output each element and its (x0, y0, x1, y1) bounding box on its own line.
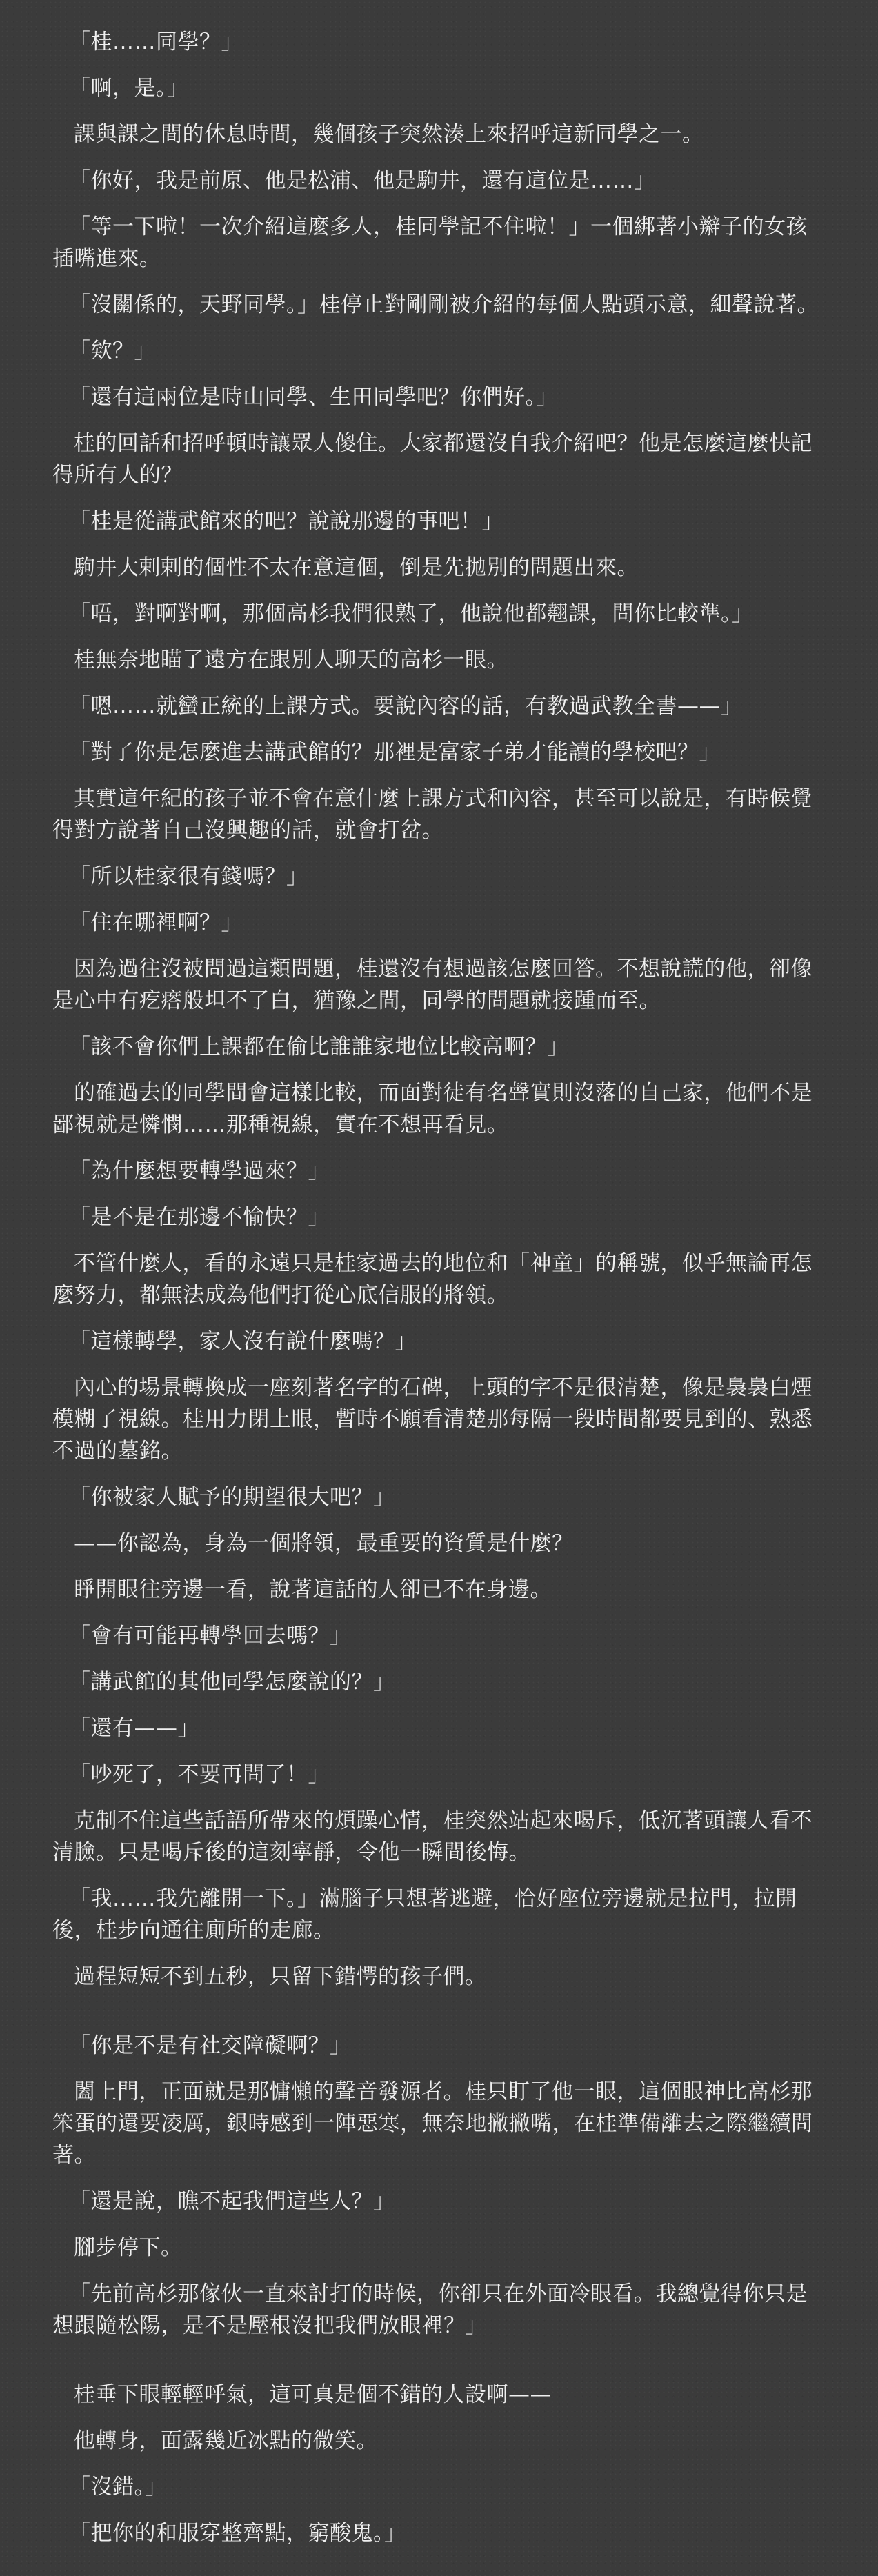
dialogue-paragraph: 「會有可能再轉學回去嗎？」 (69, 1624, 352, 1648)
narration-paragraph: 克制不住這些話語所帶來的煩躁心情，桂突然站起來喝斥，低沉著頭讓人看不清臉。只是喝斥後的這刻寧靜，令他一瞬間後悔。 (52, 1808, 812, 1865)
dialogue-paragraph: 「住在哪裡啊？」 (69, 910, 243, 935)
narration-paragraph: 睜開眼往旁邊一看，說著這話的人卻已不在身邊。 (74, 1577, 552, 1602)
dialogue-paragraph: 「沒關係的，天野同學。」桂停止對剛剛被介紹的每個人點頭示意，細聲說著。 (69, 292, 819, 317)
narration-paragraph: 的確過去的同學間會這樣比較，而面對徒有名聲實則沒落的自己家，他們不是鄙視就是憐憫……那種視線，實在不想再看見。 (52, 1081, 812, 1137)
dialogue-paragraph: 「該不會你們上課都在偷比誰誰家地位比較高啊？」 (69, 1035, 569, 1059)
dialogue-paragraph: 「還有——」 (69, 1716, 199, 1741)
dialogue-paragraph: 「講武館的其他同學怎麼說的？」 (69, 1670, 395, 1695)
dialogue-paragraph: 「為什麼想要轉學過來？」 (69, 1159, 330, 1184)
narration-paragraph: 其實這年紀的孩子並不會在意什麼上課方式和內容，甚至可以說是，有時候覺得對方說著自己沒興趣的話，就會打岔。 (52, 786, 812, 843)
narration-paragraph: ——你認為，身為一個將領，最重要的資質是什麼？ (74, 1531, 574, 1556)
dialogue-paragraph: 「唔，對啊對啊，那個高杉我們很熟了，他說他都翹課，問你比較準。」 (69, 601, 754, 626)
dialogue-paragraph: 「嗯……就蠻正統的上課方式。要說內容的話，有教過武教全書——」 (69, 694, 743, 719)
dialogue-paragraph: 「對了你是怎麼進去講武館的？那裡是富家子弟才能讀的學校吧？」 (69, 740, 721, 765)
dialogue-paragraph: 「還有這兩位是時山同學、生田同學吧？你們好。」 (69, 385, 558, 410)
dialogue-paragraph: 「你是不是有社交障礙啊？」 (69, 2033, 352, 2058)
narration-paragraph: 桂無奈地瞄了遠方在跟別人聊天的高杉一眼。 (74, 648, 508, 672)
narration-paragraph: 課與課之間的休息時間，幾個孩子突然湊上來招呼這新同學之一。 (74, 122, 704, 147)
dialogue-paragraph: 「桂是從講武館來的吧？說說那邊的事吧！」 (69, 509, 503, 534)
dialogue-paragraph: 「還是說，瞧不起我們這些人？」 (69, 2189, 395, 2214)
dialogue-paragraph: 「先前高杉那傢伙一直來討打的時候，你卻只在外面冷眼看。我總覺得你只是想跟隨松陽，是不是壓根沒把我們放眼裡？」 (52, 2282, 808, 2338)
section-break (52, 1993, 826, 2030)
section-break (52, 2342, 826, 2379)
narration-paragraph: 不管什麼人，看的永遠只是桂家過去的地位和「神童」的稱號，似乎無論再怎麼努力，都無法成為他們打從心底信服的將領。 (52, 1251, 812, 1308)
dialogue-paragraph: 「吵死了，不要再問了！」 (69, 1762, 330, 1787)
dialogue-paragraph: 「我……我先離開一下。」滿腦子只想著逃避，恰好座位旁邊就是拉門，拉開後，桂步向通往廁所的走廊。 (52, 1886, 797, 1943)
dialogue-paragraph: 「等一下啦！一次介紹這麼多人，桂同學記不住啦！」一個綁著小辮子的女孩插嘴進來。 (52, 214, 808, 271)
narration-paragraph: 桂垂下眼輕輕呼氣，這可真是個不錯的人設啊—— (74, 2382, 552, 2407)
dialogue-paragraph: 「你好，我是前原、他是松浦、他是駒井，還有這位是……」 (69, 168, 656, 193)
narration-paragraph: 桂的回話和招呼頓時讓眾人傻住。大家都還沒自我介紹吧？他是怎麼這麼快記得所有人的？ (52, 431, 812, 488)
dialogue-paragraph: 「桂……同學？」 (69, 30, 243, 54)
dialogue-paragraph: 「所以桂家很有錢嗎？」 (69, 864, 308, 889)
narration-paragraph: 因為過往沒被問過這類問題，桂還沒有想過該怎麼回答。不想說謊的他，卻像是心中有疙瘩般坦不了白，猶豫之間，同學的問題就接踵而至。 (52, 957, 812, 1013)
dialogue-paragraph: 「把你的和服穿整齊點，窮酸鬼。」 (69, 2521, 406, 2546)
dialogue-paragraph: 「是不是在那邊不愉快？」 (69, 1205, 330, 1230)
narration-paragraph: 內心的場景轉換成一座刻著名字的石碑，上頭的字不是很清楚，像是裊裊白煙模糊了視線。桂用力閉上眼，暫時不願看清楚那每隔一段時間都要見到的、熟悉不過的墓銘。 (52, 1375, 813, 1464)
narration-paragraph: 駒井大剌剌的個性不太在意這個，倒是先拋別的問題出來。 (74, 555, 639, 580)
narration-paragraph: 腳步停下。 (74, 2235, 183, 2260)
narration-paragraph: 過程短短不到五秒，只留下錯愕的孩子們。 (74, 1964, 487, 1989)
dialogue-paragraph: 「欸？」 (69, 339, 156, 363)
dialogue-paragraph: 「你被家人賦予的期望很大吧？」 (69, 1485, 395, 1510)
dialogue-paragraph: 「啊，是。」 (69, 76, 189, 101)
narration-paragraph: 闔上門，正面就是那慵懶的聲音發源者。桂只盯了他一眼，這個眼神比高杉那笨蛋的還要凌厲，銀時感到一陣惡寒，無奈地撇撇嘴，在桂準備離去之際繼續問著。 (52, 2079, 813, 2168)
dialogue-paragraph: 「沒錯。」 (69, 2475, 167, 2499)
narration-paragraph: 他轉身，面露幾近冰點的微笑。 (74, 2428, 378, 2453)
dialogue-paragraph: 「這樣轉學，家人沒有說什麼嗎？」 (69, 1329, 417, 1354)
